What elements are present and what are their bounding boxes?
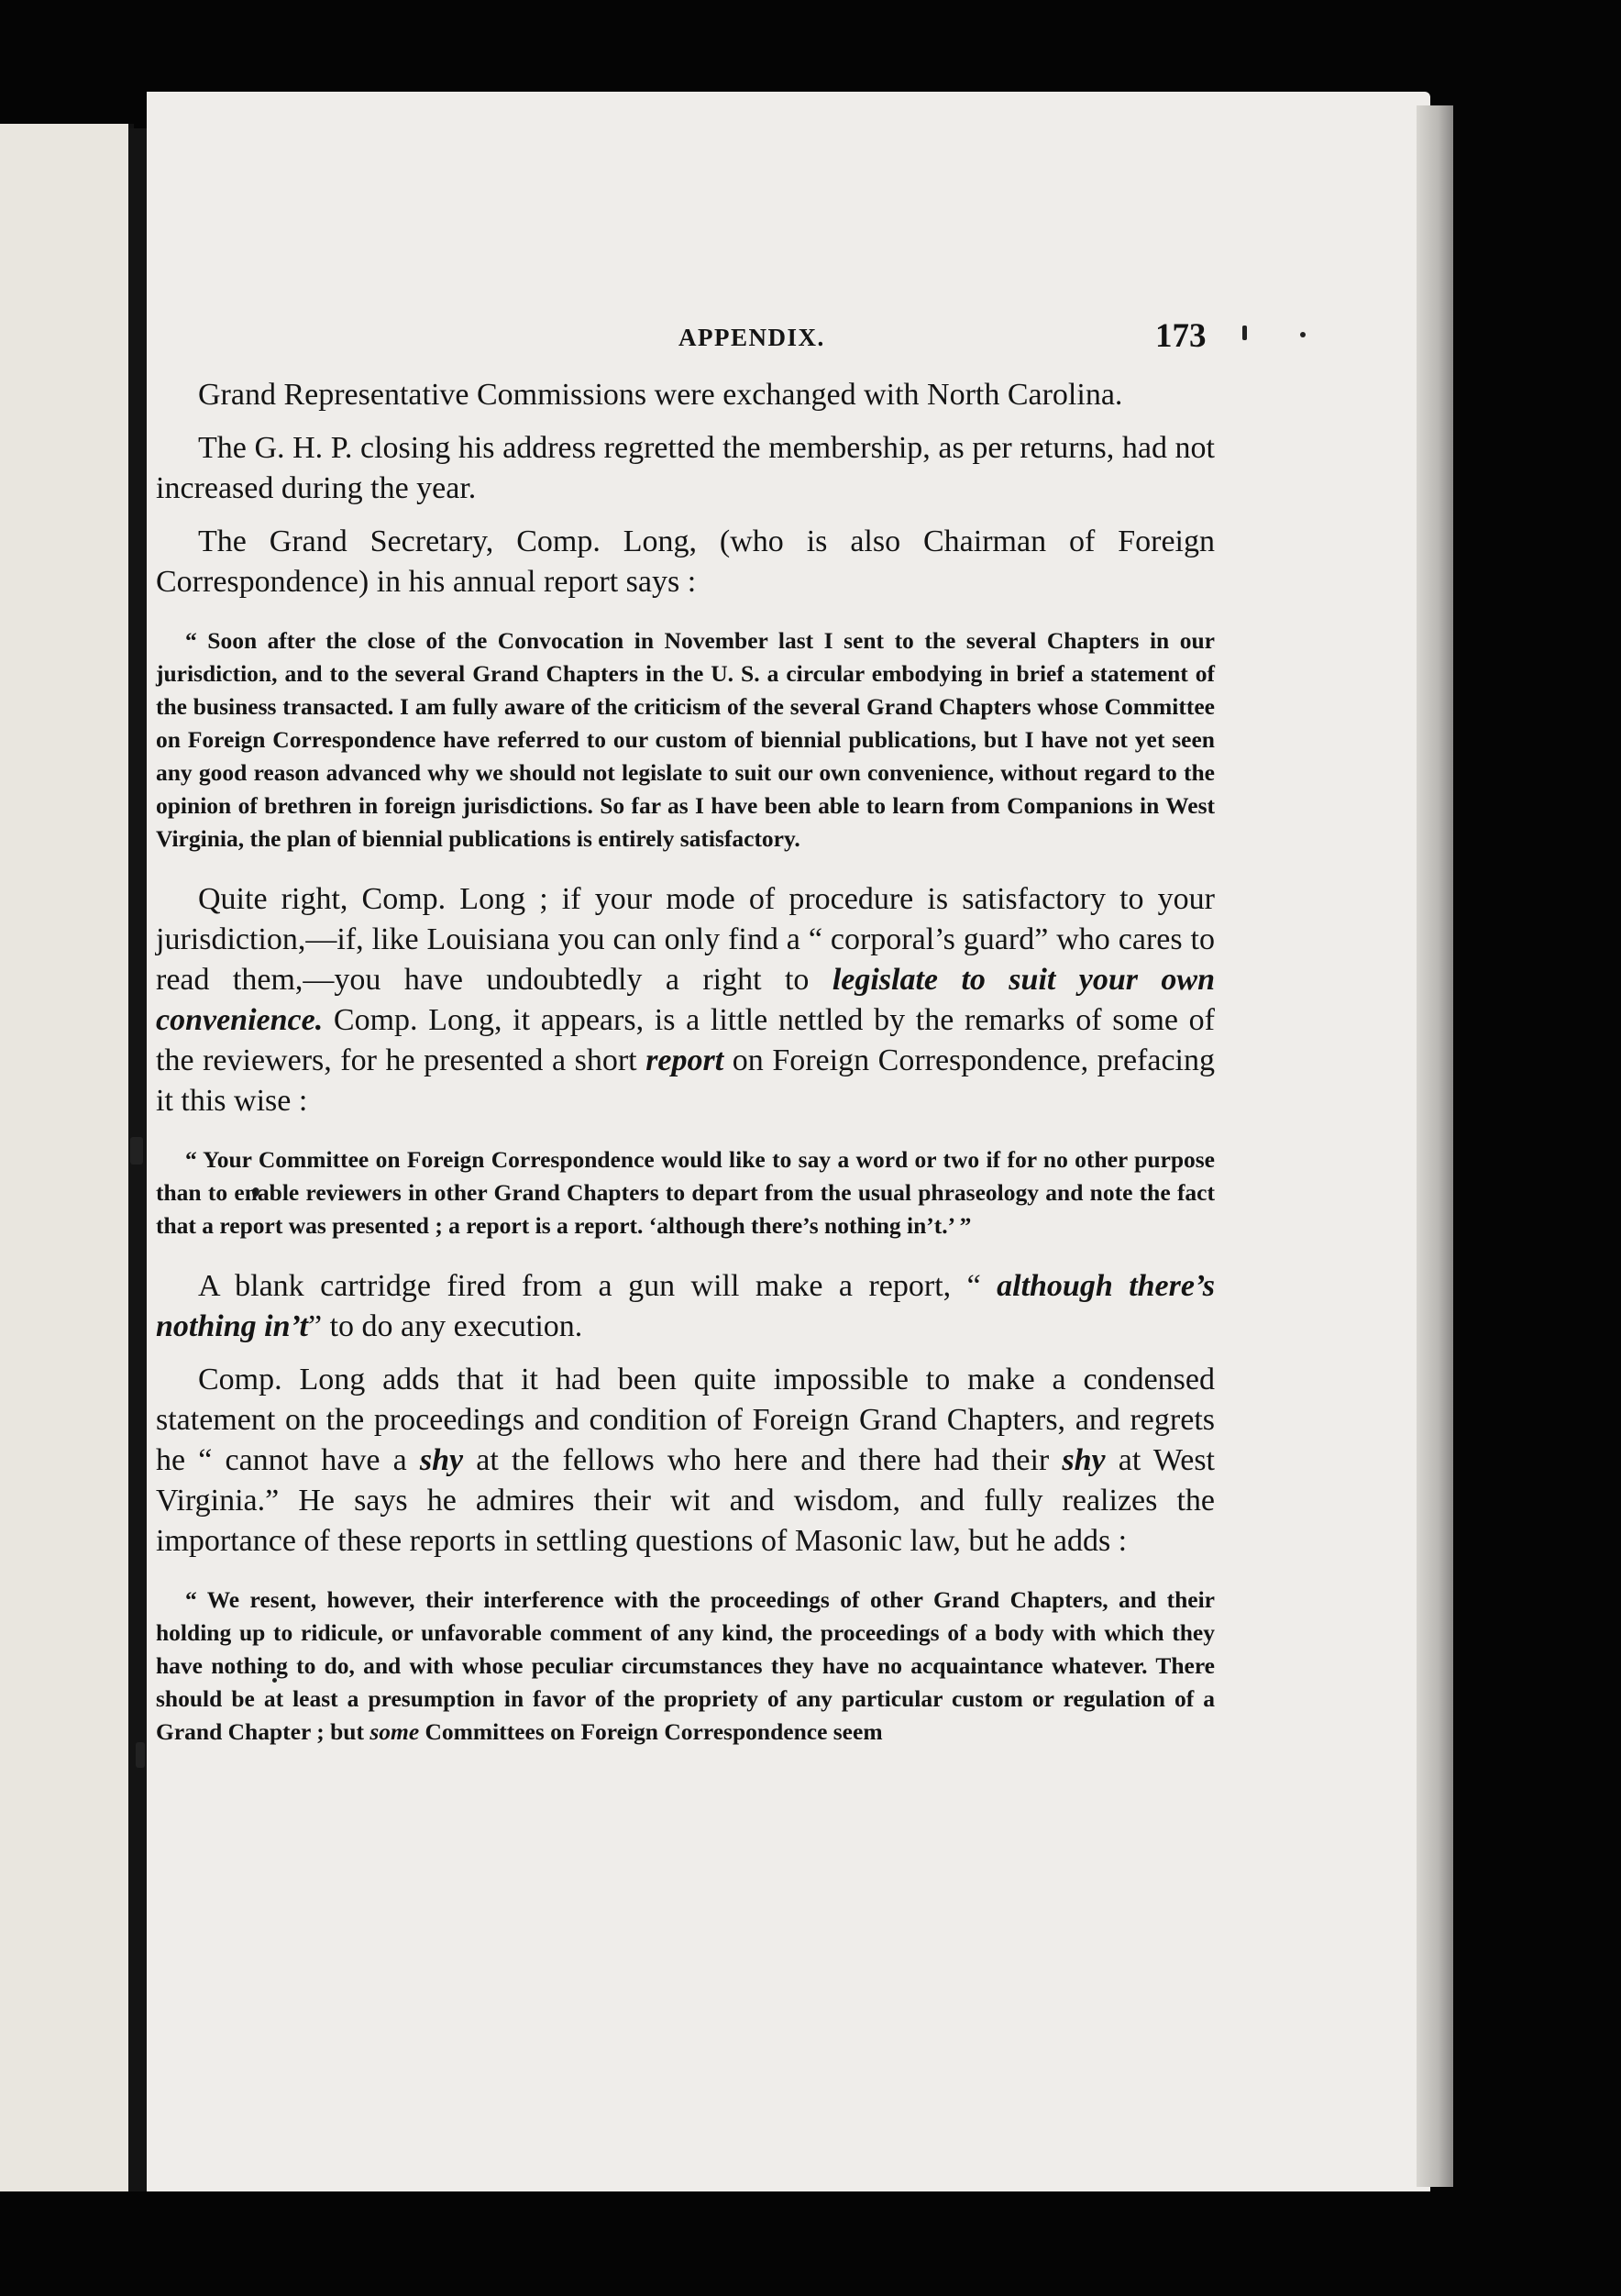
- paragraph-comp-long-adds: Comp. Long adds that it had been quite impossible to make a condensed statement on the proceedings and condition of Foreign Grand Chapters, and regrets he “ cannot have a shy at the fellows who here and there had their shy at West Virginia.” He says he admires their wit and wisdom, and fully realizes the importance of these reports in settling questions of Masonic law, but he adds :: [156, 1363, 1216, 1558]
- paragraph-grand-secretary: The Grand Secretary, Comp. Long, (who is also Chairman of Foreign Correspondence) in his annual report says :: [156, 524, 1215, 599]
- quote-circular: “ Soon after the close of the Convocation in November last I sent to the several Chapters in our jurisdiction, and to the several Grand Chapters in the U. S. a circular embodying in brief a statement of the business transacted. I am fully aware of the criticism of the several Grand Chapters whose Committee on Foreign Correspondence have referred to our custom of biennial publications, but I have not yet seen any good reason advanced why we should not legislate to suit our own convenience, without regard to the opinion of brethren in foreign jurisdictions. So far as I have been able to learn from Companions in West Virginia, the plan of biennial publications is entirely satisfactory.: [156, 627, 1215, 852]
- page-stack-edge: [1417, 105, 1453, 2187]
- running-title: APPENDIX.: [678, 324, 825, 351]
- facing-page-edge: [0, 124, 134, 2191]
- paragraph-commissions: Grand Representative Commissions were exchanged with North Carolina.: [198, 378, 1123, 412]
- page-content: [156, 316, 1215, 1772]
- running-head: [156, 316, 1215, 362]
- quote-committee-report: “ Your Committee on Foreign Correspondence would like to say a word or two if for no other purpose than to enable reviewers in other Grand Chapters to depart from the usual phraseology and note the fact that a report was presented ; a report is a report. ‘although there’s nothing in’t.’ ”: [156, 1146, 1215, 1239]
- paragraph-quite-right: Quite right, Comp. Long ; if your mode of procedure is satisfactory to your jurisdiction,—if, like Louisiana you can only find a “ corporal’s guard” who cares to read them,—you have undoubtedly a right to legislate to suit your own convenience. Comp. Long, it appears, is a little nettled by the remarks of some of the reviewers, for he presented a short report on Foreign Correspondence, prefacing it this wise :: [156, 882, 1215, 1118]
- paragraph-membership: The G. H. P. closing his address regretted the membership, as per returns, had not increased during the year.: [156, 431, 1215, 505]
- page-number: 173: [1155, 317, 1207, 355]
- quote-we-resent: “ We resent, however, their interference with the proceedings of other Grand Chapters, and their holding up to ridicule, or unfavorable comment of any kind, the proceedings of a body with which they have nothing to do, and with whose peculiar circumstances they have no acquaintance whatever. There should be at least a presumption in favor of the propriety of any particular custom or regulation of a Grand Chapter ; but some Committees on Foreign Correspondence seem: [156, 1586, 1215, 1745]
- paragraph-blank-cartridge: A blank cartridge fired from a gun will make a report, “ although there’s nothing in’t” to do any execution.: [156, 1269, 1215, 1343]
